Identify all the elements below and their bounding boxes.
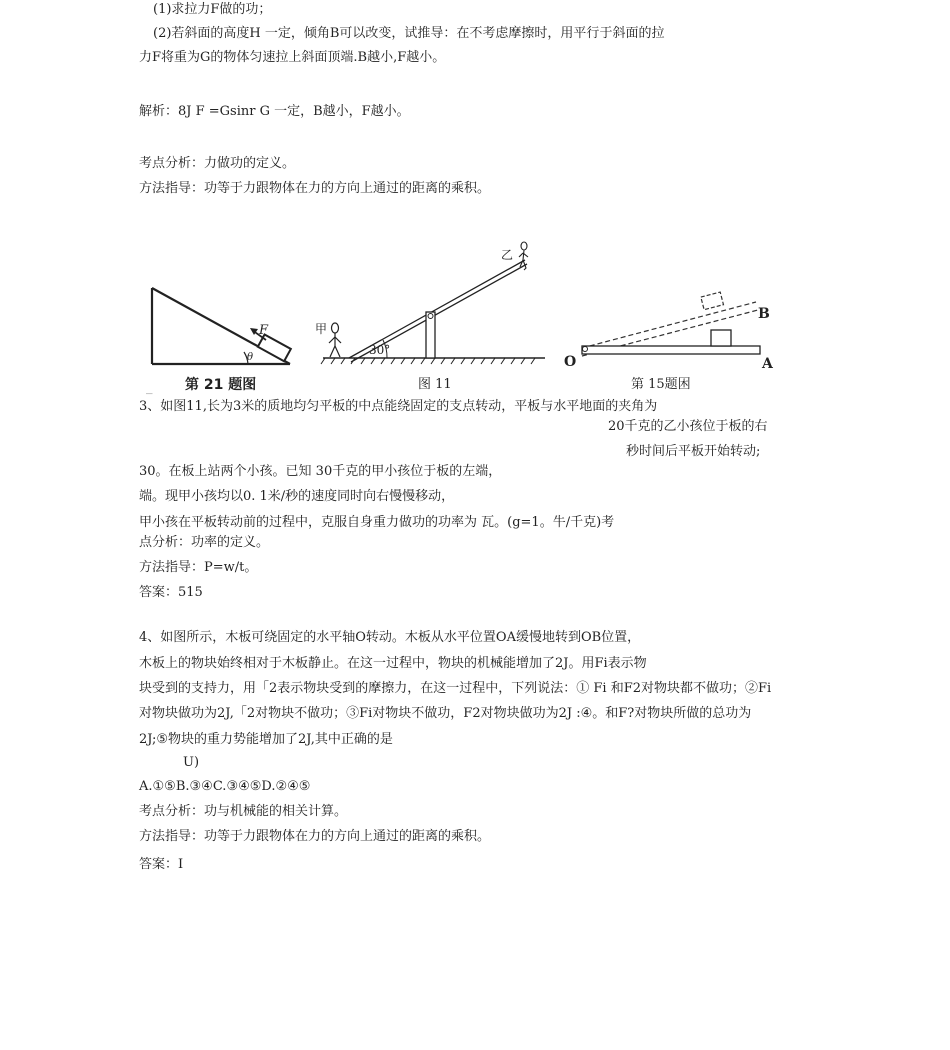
question-3-line2: 30。在板上站两个小孩。已知 30千克的甲小孩位于板的左端， <box>139 464 502 479</box>
figure-15-label-a: A <box>762 356 773 372</box>
question-3-line4: 甲小孩在平板转动前的过程中，克服自身重力做功的功率为 瓦。(g=1。牛/千克)考 <box>139 515 615 530</box>
figure-21-angle-label: θ <box>247 352 254 363</box>
question-3-line3: 端。现甲小孩均以0. 1米/秒的速度同时向右慢慢移动， <box>139 489 455 504</box>
question-3-kaodian: 点分析：功率的定义。 <box>139 535 270 550</box>
figure-21-caption: 第 21 题图 <box>185 377 257 393</box>
figure-11-seesaw <box>315 240 550 368</box>
question-4-line5: 2J;⑤物块的重力势能增加了2J,其中正确的是 <box>139 732 393 747</box>
figure-11-label-yi: 乙 <box>501 248 514 262</box>
analysis-text: 解析：8J F =Gsinr G 一定，B越小，F越小。 <box>139 104 410 119</box>
figure-21-force-label: F <box>259 323 269 338</box>
figure-15-board <box>560 288 785 373</box>
question-3-line1: 3、如图11,长为3米的质地均匀平板的中点能绕固定的支点转动，平板与水平地面的夹角为 <box>139 399 658 414</box>
figure-15-label-b: B <box>758 306 770 322</box>
question-3-answer: 答案：515 <box>139 585 203 600</box>
question-4-blank: U) <box>183 755 200 770</box>
question-4-kaodian: 考点分析：功与机械能的相关计算。 <box>139 804 348 819</box>
question-3-fangfa: 方法指导：P=w/t。 <box>139 560 258 575</box>
figure-11-angle-label: 30° <box>369 343 391 357</box>
question-4-line3: 块受到的支持力，用「2表示物块受到的摩擦力，在这一过程中，下列说法：① Fi 和F2对物块都不做功；②Fi <box>139 681 772 696</box>
question-4-options: A.①⑤B.③④C.③④⑤D.②④⑤ <box>139 779 311 794</box>
question-2-text-line1: (2)若斜面的高度H 一定，倾角B可以改变，试推导：在不考虑摩擦时，用平行于斜面的拉 <box>153 26 665 41</box>
question-4-line4: 对物块做功为2J,「2对物块不做功；③Fi对物块不做功，F2对物块做功为2J :④。和F?对物块所做的总功为 <box>139 706 752 721</box>
question-2-text-line2: 力F将重为G的物体匀速拉上斜面顶端.B越小,F越小。 <box>139 50 446 65</box>
figure-15-caption: 第 15题困 <box>631 377 691 392</box>
figure-21-corner-mark: _ <box>146 380 153 395</box>
question-4-line2: 木板上的物块始终相对于木板静止。在这一过程中，物块的机械能增加了2J。用Fi表示物 <box>139 656 647 671</box>
fangfa-text: 方法指导：功等于力跟物体在力的方向上通过的距离的乘积。 <box>139 181 491 196</box>
figure-11-caption: 图 11 <box>418 377 452 392</box>
figure-11-label-jia: 甲 <box>315 322 328 336</box>
figure-21-incline <box>140 278 300 370</box>
question-1-text: (1)求拉力F做的功； <box>153 2 272 17</box>
question-3-right-line1: 20千克的乙小孩位于板的右 <box>608 419 768 434</box>
question-4-fangfa: 方法指导：功等于力跟物体在力的方向上通过的距离的乘积。 <box>139 829 491 844</box>
figure-15-label-o: O <box>564 354 577 370</box>
kaodian-text: 考点分析：力做功的定义。 <box>139 156 296 171</box>
question-4-line1: 4、如图所示，木板可绕固定的水平轴O转动。木板从水平位置OA缓慢地转到OB位置， <box>139 630 641 645</box>
question-4-answer: 答案：I <box>139 857 184 872</box>
question-3-right-line2: 秒时间后平板开始转动; <box>626 444 761 459</box>
